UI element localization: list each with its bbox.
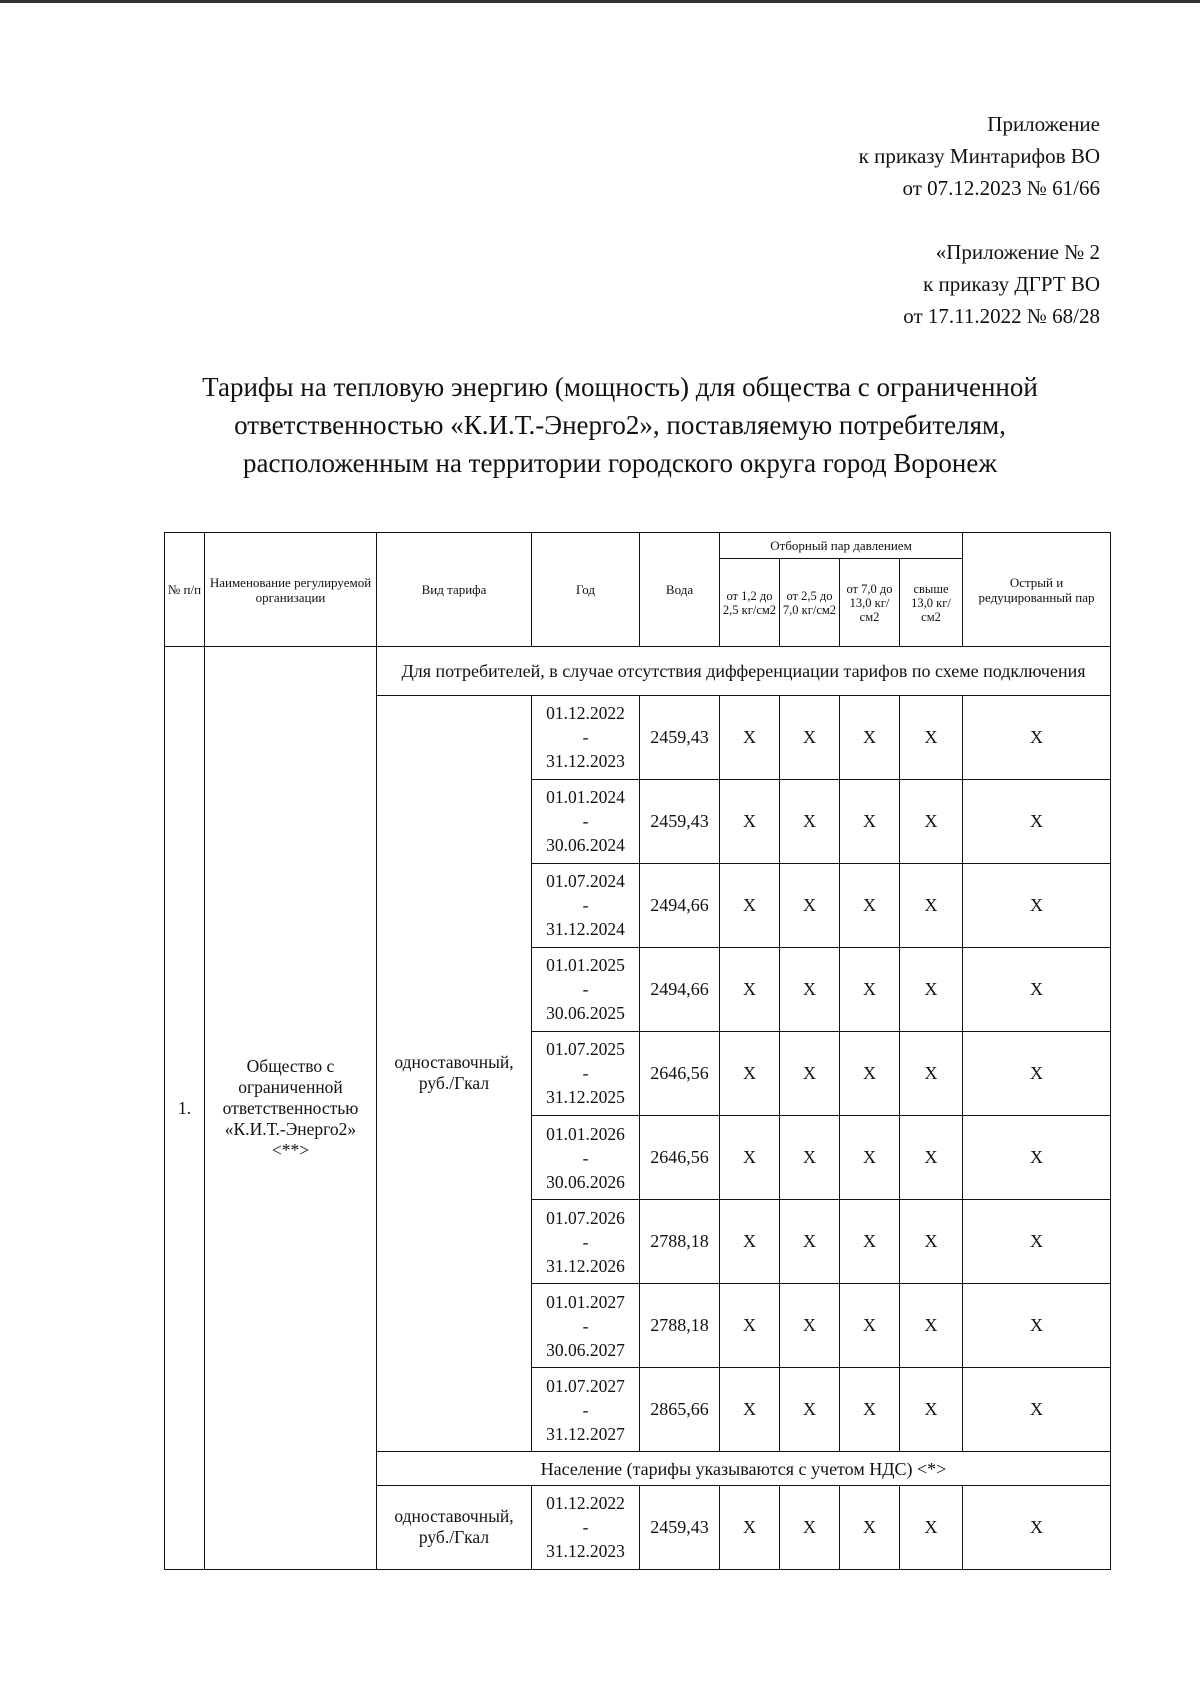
- not-applicable-cell: X: [720, 1116, 780, 1200]
- period-dash: -: [582, 811, 589, 832]
- tariff-kind-cell: одноставочный, руб./Гкал: [377, 695, 532, 1452]
- period-to: 30.06.2024: [546, 835, 625, 856]
- header-org: Наименование регулируемой организации: [205, 533, 377, 647]
- not-applicable-cell: X: [900, 1485, 963, 1569]
- period-from: 01.07.2026: [546, 1207, 625, 1228]
- not-applicable-cell: X: [963, 1200, 1111, 1284]
- section-heading: Для потребителей, в случае отсутствия дифференциации тарифов по схеме подключения: [377, 647, 1111, 696]
- period-from: 01.01.2026: [546, 1123, 625, 1144]
- period-dash: -: [582, 1399, 589, 1420]
- period-cell: [532, 779, 640, 863]
- not-applicable-cell: X: [720, 863, 780, 947]
- not-applicable-cell: X: [840, 1485, 900, 1569]
- row-number-cell: 1.: [165, 647, 205, 1570]
- appendix-line: к приказу Минтарифов ВО: [858, 144, 1100, 168]
- not-applicable-cell: X: [840, 1116, 900, 1200]
- period-to: 31.12.2023: [546, 1541, 625, 1562]
- period-cell: [532, 1116, 640, 1200]
- not-applicable-cell: X: [720, 1200, 780, 1284]
- period-cell: [532, 695, 640, 779]
- top-edge-line: [0, 0, 1200, 3]
- not-applicable-cell: X: [963, 1485, 1111, 1569]
- period-to: 31.12.2026: [546, 1255, 625, 1276]
- header-pressure-2: от 2,5 до 7,0 кг/см2: [780, 559, 840, 647]
- header-water: Вода: [640, 533, 720, 647]
- water-tariff-cell: 2788,18: [640, 1284, 720, 1368]
- period-cell: [532, 863, 640, 947]
- not-applicable-cell: X: [780, 1200, 840, 1284]
- not-applicable-cell: X: [900, 779, 963, 863]
- not-applicable-cell: X: [720, 1368, 780, 1452]
- not-applicable-cell: X: [720, 1031, 780, 1115]
- document-title: [160, 368, 1080, 482]
- period-cell: [532, 1031, 640, 1115]
- period-to: 31.12.2025: [546, 1087, 625, 1108]
- not-applicable-cell: X: [900, 1368, 963, 1452]
- water-tariff-cell: 2494,66: [640, 947, 720, 1031]
- period-from: 01.07.2027: [546, 1375, 625, 1396]
- period-cell: [532, 1485, 640, 1569]
- not-applicable-cell: X: [720, 947, 780, 1031]
- not-applicable-cell: X: [900, 1200, 963, 1284]
- not-applicable-cell: X: [720, 1284, 780, 1368]
- not-applicable-cell: X: [720, 695, 780, 779]
- section-heading: Население (тарифы указываются с учетом НДС) <*>: [377, 1452, 1111, 1485]
- header-kind: Вид тарифа: [377, 533, 532, 647]
- not-applicable-cell: X: [900, 695, 963, 779]
- not-applicable-cell: X: [963, 1031, 1111, 1115]
- period-from: 01.01.2024: [546, 787, 625, 808]
- title-line: расположенным на территории городского округа город Воронеж: [242, 448, 998, 478]
- header-pressure-4: свыше 13,0 кг/см2: [900, 559, 963, 647]
- not-applicable-cell: X: [780, 863, 840, 947]
- not-applicable-cell: X: [900, 947, 963, 1031]
- appendix-reference: [859, 108, 1100, 204]
- header-sharp-steam: Острый и редуцированный пар: [963, 533, 1111, 647]
- period-cell: [532, 1368, 640, 1452]
- appendix2-line: от 17.11.2022 № 68/28: [903, 304, 1100, 328]
- period-to: 31.12.2027: [546, 1423, 625, 1444]
- period-to: 31.12.2024: [546, 919, 625, 940]
- not-applicable-cell: X: [840, 1368, 900, 1452]
- header-year: Год: [532, 533, 640, 647]
- not-applicable-cell: X: [963, 695, 1111, 779]
- water-tariff-cell: 2494,66: [640, 863, 720, 947]
- period-dash: -: [582, 1517, 589, 1538]
- organization-cell: Общество с ограниченной ответственностью «К.И.Т.-Энерго2» <**>: [205, 647, 377, 1570]
- appendix-line: Приложение: [987, 112, 1100, 136]
- water-tariff-cell: 2646,56: [640, 1031, 720, 1115]
- header-pressure-1: от 1,2 до 2,5 кг/см2: [720, 559, 780, 647]
- not-applicable-cell: X: [963, 1116, 1111, 1200]
- not-applicable-cell: X: [963, 863, 1111, 947]
- period-dash: -: [582, 1231, 589, 1252]
- not-applicable-cell: X: [840, 947, 900, 1031]
- not-applicable-cell: X: [780, 1284, 840, 1368]
- period-dash: -: [582, 1063, 589, 1084]
- not-applicable-cell: X: [840, 695, 900, 779]
- not-applicable-cell: X: [900, 1284, 963, 1368]
- tariff-table: [164, 532, 1111, 1570]
- header-steam-group: Отборный пар давлением: [720, 533, 963, 559]
- not-applicable-cell: X: [780, 1485, 840, 1569]
- not-applicable-cell: X: [840, 1200, 900, 1284]
- period-from: 01.01.2027: [546, 1291, 625, 1312]
- title-line: ответственностью «К.И.Т.-Энерго2», поставляемую потребителям,: [234, 410, 1006, 440]
- period-to: 31.12.2023: [546, 751, 625, 772]
- period-dash: -: [582, 979, 589, 1000]
- period-dash: -: [582, 895, 589, 916]
- not-applicable-cell: X: [780, 695, 840, 779]
- header-num: № п/п: [165, 533, 205, 647]
- not-applicable-cell: X: [963, 947, 1111, 1031]
- title-line: Тарифы на тепловую энергию (мощность) для общества с ограниченной: [202, 372, 1038, 402]
- not-applicable-cell: X: [840, 1031, 900, 1115]
- period-from: 01.12.2022: [546, 703, 625, 724]
- period-from: 01.07.2024: [546, 871, 625, 892]
- not-applicable-cell: X: [780, 779, 840, 863]
- not-applicable-cell: X: [780, 947, 840, 1031]
- appendix2-line: «Приложение № 2: [935, 240, 1100, 264]
- period-from: 01.07.2025: [546, 1039, 625, 1060]
- water-tariff-cell: 2646,56: [640, 1116, 720, 1200]
- period-to: 30.06.2027: [546, 1339, 625, 1360]
- tariff-kind-cell: одноставочный, руб./Гкал: [377, 1485, 532, 1569]
- not-applicable-cell: X: [840, 863, 900, 947]
- not-applicable-cell: X: [963, 1368, 1111, 1452]
- not-applicable-cell: X: [780, 1031, 840, 1115]
- period-dash: -: [582, 1315, 589, 1336]
- period-cell: [532, 947, 640, 1031]
- appendix2-reference: [903, 236, 1100, 332]
- period-cell: [532, 1200, 640, 1284]
- period-dash: -: [582, 1147, 589, 1168]
- appendix-line: от 07.12.2023 № 61/66: [902, 176, 1100, 200]
- period-from: 01.01.2025: [546, 955, 625, 976]
- water-tariff-cell: 2459,43: [640, 695, 720, 779]
- not-applicable-cell: X: [900, 863, 963, 947]
- not-applicable-cell: X: [780, 1368, 840, 1452]
- period-cell: [532, 1284, 640, 1368]
- period-to: 30.06.2025: [546, 1003, 625, 1024]
- not-applicable-cell: X: [963, 779, 1111, 863]
- period-to: 30.06.2026: [546, 1171, 625, 1192]
- not-applicable-cell: X: [840, 779, 900, 863]
- not-applicable-cell: X: [900, 1031, 963, 1115]
- period-dash: -: [582, 727, 589, 748]
- section-row: [165, 647, 1111, 696]
- water-tariff-cell: 2788,18: [640, 1200, 720, 1284]
- not-applicable-cell: X: [780, 1116, 840, 1200]
- not-applicable-cell: X: [720, 1485, 780, 1569]
- not-applicable-cell: X: [900, 1116, 963, 1200]
- not-applicable-cell: X: [840, 1284, 900, 1368]
- water-tariff-cell: 2459,43: [640, 1485, 720, 1569]
- header-pressure-3: от 7,0 до 13,0 кг/см2: [840, 559, 900, 647]
- not-applicable-cell: X: [720, 779, 780, 863]
- not-applicable-cell: X: [963, 1284, 1111, 1368]
- water-tariff-cell: 2865,66: [640, 1368, 720, 1452]
- appendix2-line: к приказу ДГРТ ВО: [923, 272, 1100, 296]
- period-from: 01.12.2022: [546, 1493, 625, 1514]
- water-tariff-cell: 2459,43: [640, 779, 720, 863]
